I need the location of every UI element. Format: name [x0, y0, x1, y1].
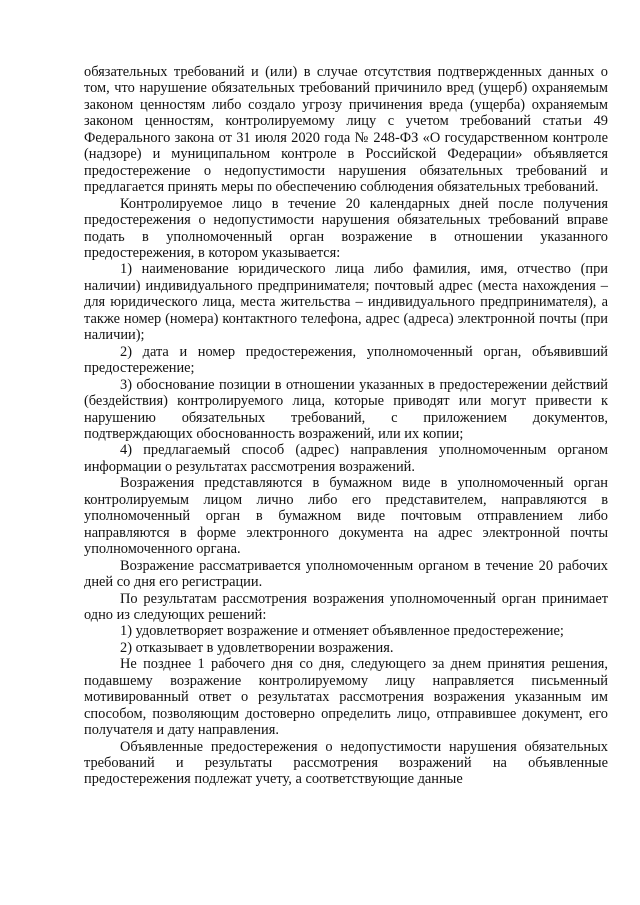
- document-page: [84, 64, 608, 788]
- paragraph-3: Возражения представляются в бумажном виде в уполномоченный орган контролируемым лицом лично либо его представителем, направляются в уполномоченный орган в бумажном виде почтовым отправлением либо направляются в форме электронного документа на адрес электронной почты уполномоченного органа.: [84, 475, 608, 558]
- decision-item-2: 2) отказывает в удовлетворении возражения.: [120, 639, 394, 656]
- list-item-2: 2) дата и номер предостережения, уполномоченный орган, объявивший предостережение;: [84, 343, 608, 377]
- list-item-1: 1) наименование юридического лица либо фамилия, имя, отчество (при наличии) индивидуального предпринимателя; почтовый адрес (места нахождения – для юридического лица, места жительства – индивидуального предпринимателя), а также номер (номера) контактного телефона, адрес (адреса) электронной почты (при наличии);: [84, 261, 608, 344]
- paragraph-5: По результатам рассмотрения возражения уполномоченный орган принимает одно из следующих решений:: [84, 590, 608, 623]
- paragraph-1: обязательных требований и (или) в случае отсутствия подтвержденных данных о том, что нарушение обязательных требований причинило вред (ущерб) охраняемым законом ценностям либо создало угрозу причинения вреда (ущерба) охраняемым законом ценностям, контролируемому лицу с учетом требований статьи 49 Федерального закона от 31 июля 2020 года № 248-ФЗ «О государственном контроле (надзоре) и муниципальном контроле в Российской Федерации» объявляется предостережение о недопустимости нарушения обязательных требований и предлагается принять меры по обеспечению соблюдения обязательных требований.: [84, 64, 608, 196]
- decision-item-1: 1) удовлетворяет возражение и отменяет объявленное предостережение;: [120, 623, 564, 640]
- paragraph-7: Объявленные предостережения о недопустимости нарушения обязательных требований и результаты рассмотрения возражений на объявленные предостережения подлежат учету, а соответствующие данные: [84, 738, 608, 788]
- list-item-4: 4) предлагаемый способ (адрес) направления уполномоченным органом информации о результатах рассмотрения возражений.: [84, 442, 608, 475]
- paragraph-6: Не позднее 1 рабочего дня со дня, следующего за днем принятия решения, подавшему возражение контролируемому лицу направляется письменный мотивированный ответ о результатах рассмотрения возражения указанным им способом, позволяющим достоверно определить лицо, отправившее документ, его получателя и дату направления.: [84, 656, 608, 739]
- paragraph-4: Возражение рассматривается уполномоченным органом в течение 20 рабочих дней со дня его регистрации.: [84, 557, 608, 591]
- paragraph-2: Контролируемое лицо в течение 20 календарных дней после получения предостережения о недопустимости нарушения обязательных требований вправе подать в уполномоченный орган возражение в отношении указанного предостережения, в котором указывается:: [84, 195, 608, 261]
- list-item-3: 3) обоснование позиции в отношении указанных в предостережении действий (бездействия) контролируемого лица, которые приводят или могут привести к нарушению обязательных требований, с приложением документов, подтверждающих обоснованность возражений, или их копии;: [84, 376, 608, 442]
